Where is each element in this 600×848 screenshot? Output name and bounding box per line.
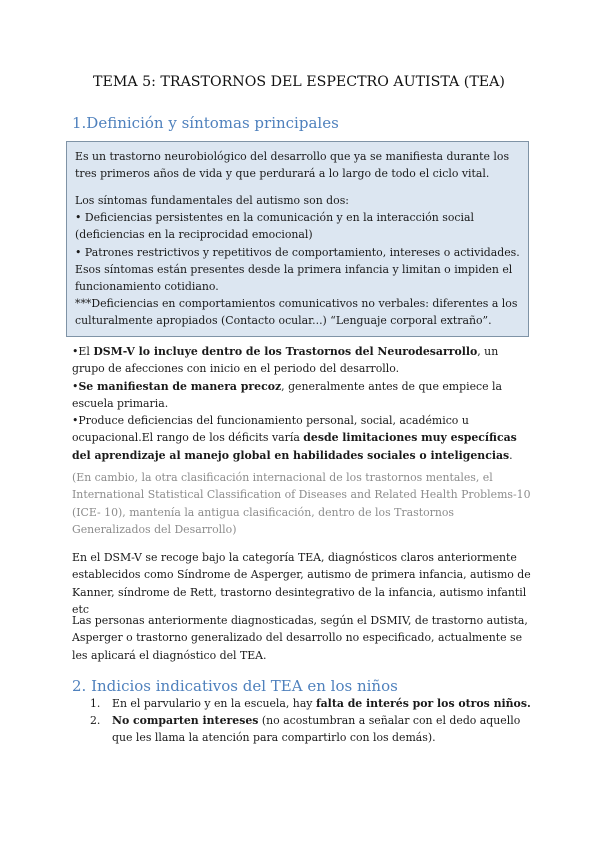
bullet-item [72, 343, 534, 378]
bullet-text: , generalmente antes de que empiece la escuela primaria. [72, 379, 503, 410]
indicators-list [90, 695, 534, 747]
list-item [90, 695, 534, 712]
list-text: En el parvulario y en la escuela, hay [112, 697, 316, 710]
diagnosis-paragraph: Las personas anteriormente diagnosticadas, según el DSMIV, de trastorno autista, Asperger o trastorno generalizado del desarrollo no especificado, actualmente se les aplicará el diagnóstico del TEA. [72, 614, 528, 662]
bullet-bold: Se manifiestan de manera precoz [78, 379, 282, 393]
list-number: 1. [90, 697, 101, 710]
symptom-item: • Patrones restrictivos y repetitivos de comportamiento, intereses o actividades. Esos síntomas están presentes desde la primera infancia y limitan o impiden el funcionamiento cotidiano. [75, 245, 520, 294]
list-number: 2. [90, 714, 101, 728]
symptoms-intro: Los síntomas fundamentales del autismo son dos: [75, 194, 349, 207]
list-bold: No comparten intereses [112, 714, 259, 728]
definition-text: Es un trastorno neurobiológico del desarrollo que ya se manifiesta durante los tres primeros años de vida y que perdurará a lo largo de todo el ciclo vital. [75, 150, 510, 181]
definition-box [66, 141, 529, 337]
bullet-text: •Produce deficiencias del funcionamiento personal, social, académico u ocupacional.El rango de los déficits varía [72, 414, 469, 445]
nonverbal-note: ***Deficiencias en comportamientos comunicativos no verbales: diferentes a los culturalmente apropiados (Contacto ocular...) “Lenguaje corporal extraño”. [75, 297, 518, 328]
document-title: TEMA 5: TRASTORNOS DEL ESPECTRO AUTISTA (TEA) [93, 74, 505, 90]
bullet-item [72, 378, 534, 413]
symptoms-block [75, 192, 523, 330]
bullet-text: •El [72, 345, 94, 358]
bullet-item [72, 412, 534, 464]
symptom-item: • Deficiencias persistentes en la comunicación y en la interacción social (deficiencias en la reciprocidad emocional) [75, 211, 474, 242]
features-bullets [72, 343, 534, 464]
list-bold: falta de interés por los otros niños. [315, 697, 531, 710]
list-item [90, 712, 534, 746]
section-1-heading: 1.Definición y síntomas principales [72, 114, 339, 132]
list-text: (no acostumbran a señalar con el dedo aquello que les llama la atención para compartirlo con los demás). [112, 714, 521, 745]
bullet-bold: desde limitaciones muy específicas del aprendizaje al manejo global en habilidades sociales o inteligencias [72, 431, 517, 462]
bullet-bold: DSM-V lo incluye dentro de los Trastornos del Neurodesarrollo [93, 345, 478, 358]
section-2-heading: 2. Indicios indicativos del TEA en los niños [72, 677, 398, 695]
icd-note: (En cambio, la otra clasificación internacional de los trastornos mentales, el International Statistical Classification of Diseases and Related Health Problems-10 (ICE- 10), mantenía la antigua clasificación, dentro de los Trastornos Generalizados del Desarrollo) [72, 471, 531, 536]
bullet-text: , un grupo de afecciones con inicio en el periodo del desarrollo. [72, 345, 499, 376]
bullet-text: • [72, 379, 79, 393]
dsm-paragraph: En el DSM-V se recoge bajo la categoría TEA, diagnósticos claros anteriormente establecidos como Síndrome de Asperger, autismo de primera infancia, autismo de Kanner, síndrome de Rett, trastorno desintegrativo de la infancia, autismo infantil etc [72, 551, 531, 616]
bullet-text: . [509, 448, 513, 462]
